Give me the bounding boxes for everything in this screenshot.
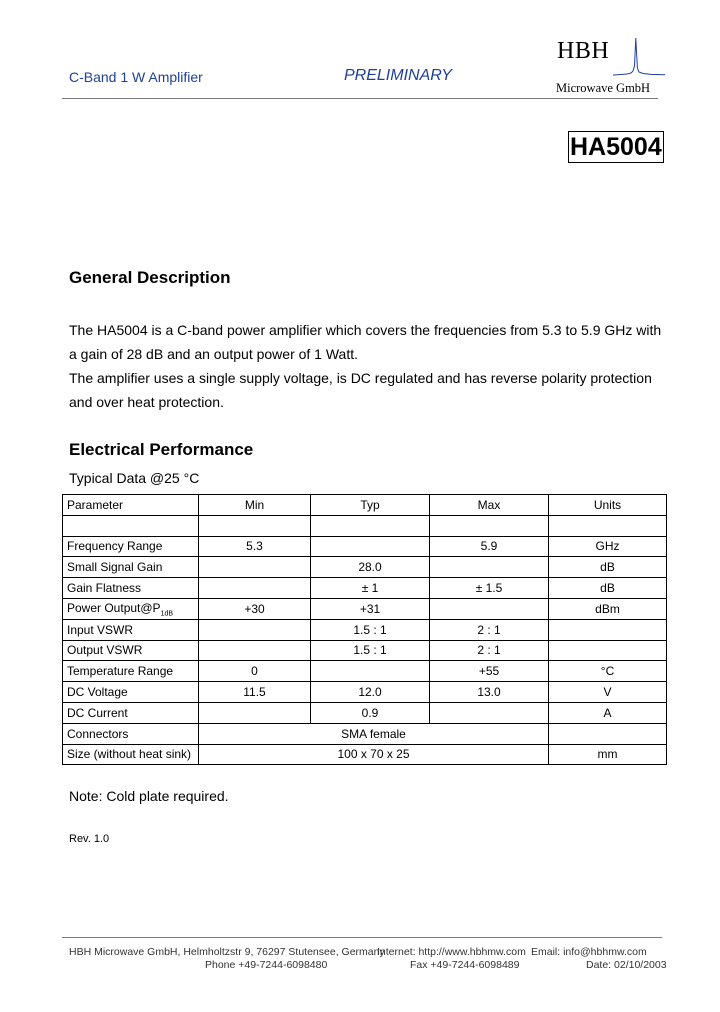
table-row — [63, 619, 667, 640]
table-row — [63, 682, 667, 703]
table-row — [63, 744, 667, 765]
note-text: Note: Cold plate required. — [69, 788, 229, 804]
units-cell: mm — [549, 744, 667, 765]
typ-cell: 1.5 : 1 — [311, 619, 430, 640]
table-row — [63, 578, 667, 599]
parameter-cell: Output VSWR — [63, 640, 199, 661]
header-rule — [62, 98, 658, 99]
table-row — [63, 557, 667, 578]
max-cell: 13.0 — [430, 682, 549, 703]
description-paragraph: The HA5004 is a C-band power amplifier which covers the frequencies from 5.3 to 5.9 GHz with a gain of 28 dB and an output power of 1 Watt. — [69, 322, 662, 362]
footer-rule — [62, 937, 662, 938]
preliminary-label: PRELIMINARY — [344, 67, 452, 84]
table-spacer-row — [63, 515, 667, 536]
min-cell: 5.3 — [199, 536, 311, 557]
parameter-cell: DC Current — [63, 702, 199, 723]
part-number: HA5004 — [570, 133, 662, 161]
typ-cell: 1.5 : 1 — [311, 640, 430, 661]
parameter-cell: Temperature Range — [63, 661, 199, 682]
typ-cell — [311, 536, 430, 557]
units-cell: V — [549, 682, 667, 703]
description-paragraph: The amplifier uses a single supply voltage, is DC regulated and has reverse polarity protection and over heat protection. — [69, 370, 652, 410]
section-heading-general-description: General Description — [69, 268, 231, 287]
specifications-table — [62, 494, 667, 765]
typ-cell — [311, 661, 430, 682]
column-header-typ: Typ — [311, 495, 430, 516]
max-cell: ± 1.5 — [430, 578, 549, 599]
table-row — [63, 702, 667, 723]
parameter-subscript: 1dB — [160, 610, 174, 618]
min-cell — [199, 702, 311, 723]
units-cell: dB — [549, 578, 667, 599]
logo-text-hbh: HBH — [557, 38, 610, 64]
min-cell: 0 — [199, 661, 311, 682]
footer-fax: Fax +49-7244-6098489 — [410, 959, 520, 971]
units-cell: dB — [549, 557, 667, 578]
units-cell: A — [549, 702, 667, 723]
typ-cell: 12.0 — [311, 682, 430, 703]
parameter-text: Power Output@P — [67, 600, 161, 615]
column-header-units: Units — [549, 495, 667, 516]
footer-company-address: HBH Microwave GmbH, Helmholtzstr 9, 76297 Stutensee, Germany — [69, 946, 385, 958]
footer-email: Email: info@hbhmw.com — [531, 946, 647, 958]
table-row — [63, 640, 667, 661]
table-row — [63, 723, 667, 744]
units-cell — [549, 619, 667, 640]
min-cell — [199, 578, 311, 599]
units-cell: GHz — [549, 536, 667, 557]
min-cell: +30 — [199, 598, 311, 619]
units-cell — [549, 640, 667, 661]
column-header-min: Min — [199, 495, 311, 516]
parameter-cell: Frequency Range — [63, 536, 199, 557]
min-cell — [199, 640, 311, 661]
max-cell — [430, 598, 549, 619]
units-cell — [549, 723, 667, 744]
column-header-max: Max — [430, 495, 549, 516]
typ-cell: 0.9 — [311, 702, 430, 723]
footer-date: Date: 02/10/2003 — [586, 959, 667, 971]
max-cell: 2 : 1 — [430, 640, 549, 661]
parameter-cell: Small Signal Gain — [63, 557, 199, 578]
revision-label: Rev. 1.0 — [69, 833, 110, 845]
parameter-cell: DC Voltage — [63, 682, 199, 703]
units-cell: dBm — [549, 598, 667, 619]
min-cell — [199, 619, 311, 640]
parameter-cell: Gain Flatness — [63, 578, 199, 599]
min-cell — [199, 557, 311, 578]
table-row — [63, 598, 667, 619]
table-row — [63, 536, 667, 557]
footer-phone: Phone +49-7244-6098480 — [205, 959, 328, 971]
parameter-cell — [63, 598, 199, 619]
min-cell: 11.5 — [199, 682, 311, 703]
spectrum-peak-icon — [613, 36, 665, 80]
logo-text-company: Microwave GmbH — [556, 81, 651, 95]
parameter-cell: Connectors — [63, 723, 199, 744]
connectors-value-cell: SMA female — [199, 723, 549, 744]
max-cell — [430, 557, 549, 578]
typ-cell: ± 1 — [311, 578, 430, 599]
typ-cell: 28.0 — [311, 557, 430, 578]
section-heading-electrical-performance: Electrical Performance — [69, 440, 254, 459]
document-title: C-Band 1 W Amplifier — [69, 69, 203, 85]
typical-data-label: Typical Data @25 °C — [69, 470, 200, 486]
max-cell — [430, 702, 549, 723]
parameter-cell: Input VSWR — [63, 619, 199, 640]
table-row — [63, 661, 667, 682]
column-header-parameter: Parameter — [63, 495, 199, 516]
description-body — [69, 318, 669, 414]
table-header-row — [63, 495, 667, 516]
max-cell: +55 — [430, 661, 549, 682]
company-logo — [555, 36, 665, 100]
max-cell: 2 : 1 — [430, 619, 549, 640]
typ-cell: +31 — [311, 598, 430, 619]
size-value-cell: 100 x 70 x 25 — [199, 744, 549, 765]
max-cell: 5.9 — [430, 536, 549, 557]
parameter-cell: Size (without heat sink) — [63, 744, 199, 765]
footer-internet: Internet: http://www.hbhmw.com — [377, 946, 526, 958]
units-cell: °C — [549, 661, 667, 682]
